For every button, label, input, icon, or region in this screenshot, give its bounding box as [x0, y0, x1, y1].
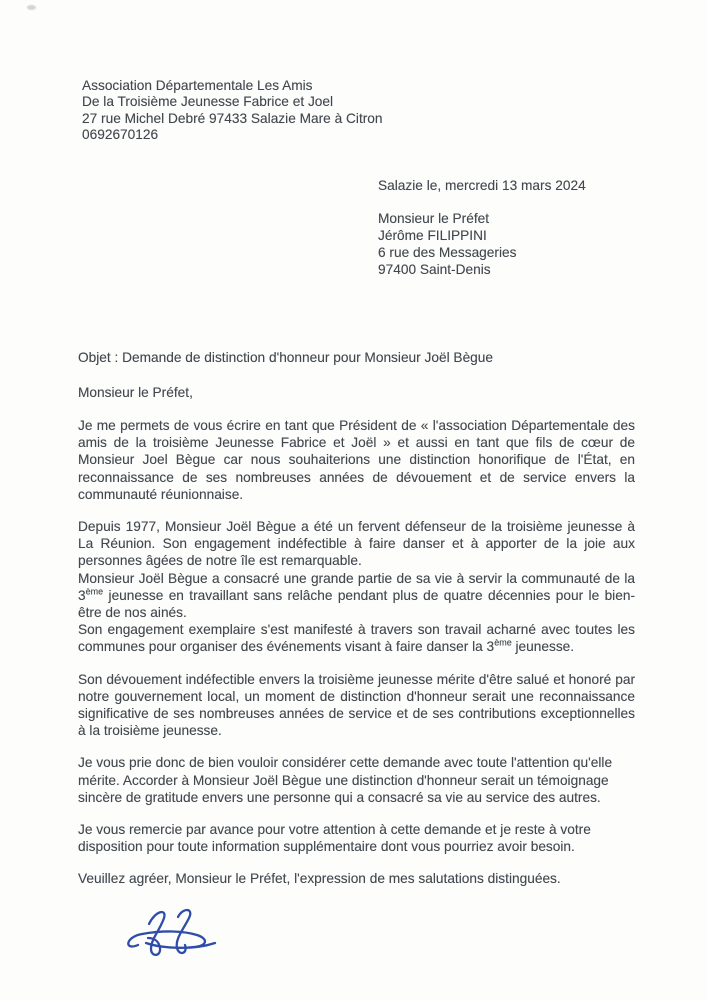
paragraph-text: Je vous prie donc de bien vouloir considérer cette demande avec toute l'attention qu'elle mérite. Accorder à Monsieur Joël Bègue une distinction d'honneur serait un témoignage sincère de gratitude envers une personne qui a consacré sa vie au service des autres.	[78, 755, 613, 805]
paragraph-text: Son engagement exemplaire s'est manifesté à travers son travail acharné avec toutes les communes pour organiser des événements visant à faire danser la 3ème jeunesse.	[78, 622, 635, 655]
paragraph	[78, 754, 635, 806]
letter-body	[78, 417, 635, 888]
closing-line: Veuillez agréer, Monsieur le Préfet, l'expression de mes salutations distinguées.	[78, 871, 561, 887]
salutation: Monsieur le Préfet,	[78, 385, 193, 400]
sender-address-block	[82, 78, 383, 144]
paragraph	[78, 821, 635, 855]
paragraph-text: Depuis 1977, Monsieur Joël Bègue a été un fervent défenseur de la troisième jeunesse à La Réunion. Son engagement indéfectible à faire danser et à apporter de la joie aux personnes âgées de notre île est remarquable.	[78, 519, 635, 569]
sender-phone: 0692670126	[82, 127, 159, 143]
subject-line: Objet : Demande de distinction d'honneur pour Monsieur Joël Bègue	[78, 350, 494, 365]
handwritten-signature	[112, 903, 226, 967]
paragraph-text: Je vous remercie par avance pour votre attention à cette demande et je reste à votre disposition pour toute information supplémentaire dont vous pourriez avoir besoin.	[78, 822, 591, 855]
paragraph	[78, 671, 635, 740]
paragraphs-container	[78, 417, 635, 855]
paragraph-text: Je me permets de vous écrire en tant que Président de « l'association Départementale des amis de la troisième Jeunesse Fabrice et Joël » et aussi en tant que fils de cœur de Monsieur Joel Bègue car nous souhaiterions une distinction honorifique de l'État, en reconnaissance de ses nombreuses années de dévouement et de service envers la communauté réunionnaise.	[78, 418, 635, 502]
paragraph	[78, 417, 635, 503]
paragraph	[78, 518, 635, 656]
date-line: Salazie le, mercredi 13 mars 2024	[378, 178, 586, 193]
paragraph-text: Son dévouement indéfectible envers la troisième jeunesse mérite d'être salué et honoré par notre gouvernement local, un moment de distinction d'honneur serait une reconnaissance significative de ses nombreuses années de service et de ses contributions exceptionnelles à la troisième jeunesse.	[78, 671, 635, 739]
recipient-line: Monsieur le Préfet	[378, 211, 490, 226]
sender-line: Association Départementale Les Amis	[82, 78, 313, 93]
recipient-line: 6 rue des Messageries	[378, 244, 517, 260]
sender-line: 27 rue Michel Debré 97433 Salazie Mare à Citron	[82, 110, 383, 126]
recipient-address-block	[378, 211, 516, 279]
recipient-line: Jérôme FILIPPINI	[378, 227, 487, 243]
paragraph-text: Monsieur Joël Bègue a consacré une grande partie de sa vie à servir la communauté de la 3ème jeunesse en travaillant sans relâche pendant plus de quatre décennies pour le bien-être de nos ainés.	[78, 570, 635, 621]
recipient-line: 97400 Saint-Denis	[378, 261, 491, 277]
scan-artifact-speck	[27, 5, 36, 10]
sender-line: De la Troisième Jeunesse Fabrice et Joel	[82, 94, 334, 110]
